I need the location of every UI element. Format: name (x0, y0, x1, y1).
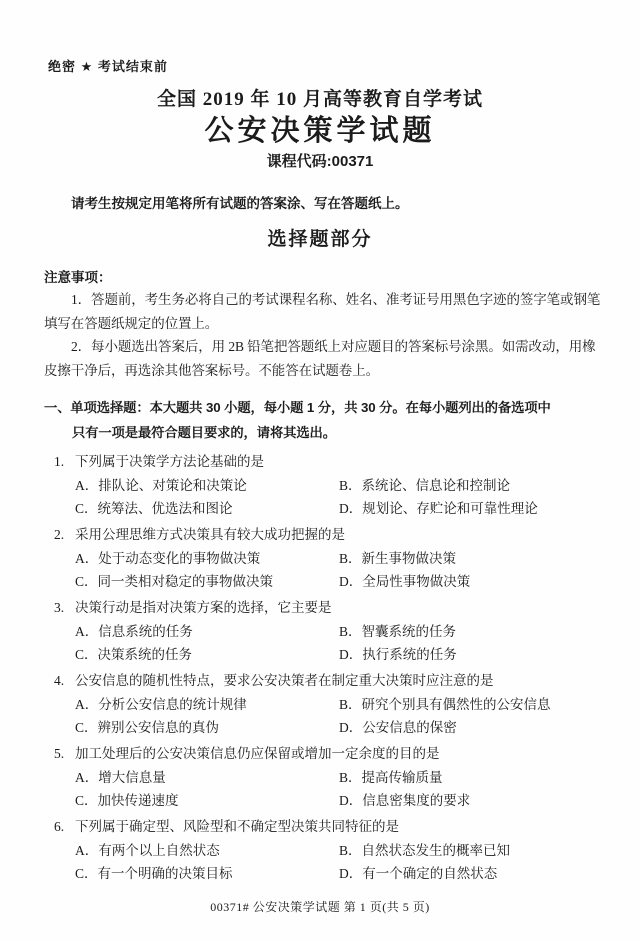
question-option: D．规划论、存贮论和可靠性理论 (339, 501, 538, 517)
question-text: 加工处理后的公安决策信息仍应保留或增加一定余度的目的是 (75, 746, 440, 761)
question-option: B．自然状态发生的概率已知 (339, 842, 511, 858)
question-options (44, 620, 640, 667)
question-option: D．全局性事物做决策 (339, 574, 471, 590)
section1-heading-line2: 只有一项是最符合题目要求的，请将其选出。 (72, 424, 336, 440)
question-text: 公安信息的随机性特点，要求公安决策者在制定重大决策时应注意的是 (75, 673, 494, 688)
question-option: B．提高传输质量 (339, 769, 443, 785)
question-item (44, 742, 640, 813)
question-text: 采用公理思维方式决策具有较大成功把握的是 (75, 527, 345, 542)
question-option: A．处于动态变化的事物做决策 (75, 550, 261, 566)
question-option: C．有一个明确的决策目标 (75, 866, 233, 882)
question-number: 6. (54, 819, 65, 834)
question-text: 下列属于决策学方法论基础的是 (75, 454, 264, 469)
answer-sheet-note: 请考生按规定用笔将所有试题的答案涂、写在答题纸上。 (71, 196, 409, 211)
page-footer: 00371# 公安决策学试题 第 1 页(共 5 页) (210, 900, 430, 914)
question-options (44, 766, 640, 813)
section1-heading-line1: 一、单项选择题：本大题共 30 小题，每小题 1 分，共 30 分。在每小题列出的备选项中 (44, 400, 551, 415)
question-option: C．同一类相对稳定的事物做决策 (75, 574, 274, 590)
question-option: D．执行系统的任务 (339, 647, 457, 663)
course-code: 课程代码:00371 (266, 153, 374, 170)
question-item (44, 596, 640, 667)
section1-heading (44, 396, 640, 445)
question-number: 4. (54, 673, 65, 688)
question-options (44, 693, 640, 740)
question-number: 2. (54, 527, 65, 542)
question-option: A．排队论、对策论和决策论 (75, 477, 247, 493)
classification-banner: 绝密 ★ 考试结束前 (48, 59, 168, 74)
question-option: D．有一个确定的自然状态 (339, 866, 498, 882)
question-option: B．研究个别具有偶然性的公安信息 (339, 696, 551, 712)
question-option: C．统筹法、优选法和图论 (75, 501, 233, 517)
question-option: A．分析公安信息的统计规律 (75, 696, 247, 712)
question-item (44, 669, 640, 740)
question-options (44, 547, 640, 594)
question-option: D．信息密集度的要求 (339, 793, 471, 809)
question-option: C．加快传递速度 (75, 793, 179, 809)
question-option: B．新生事物做决策 (339, 550, 457, 566)
part-title: 选择题部分 (267, 229, 373, 250)
notice-item-1-line-2: 填写在答题纸规定的位置上。 (44, 315, 219, 331)
notice-item-1-line-1: 1．答题前，考生务必将自己的考试课程名称、姓名、准考证号用黑色字迹的签字笔或钢笔 (71, 292, 601, 307)
question-number: 5. (54, 746, 65, 761)
exam-session-title: 全国 2019 年 10 月高等教育自学考试 (156, 89, 483, 110)
question-option: B．智囊系统的任务 (339, 623, 457, 639)
question-option: A．有两个以上自然状态 (75, 842, 220, 858)
questions-list (44, 450, 640, 886)
question-text: 决策行动是指对决策方案的选择，它主要是 (75, 600, 332, 615)
question-text: 下列属于确定型、风险型和不确定型决策共同特征的是 (75, 819, 399, 834)
question-number: 3. (54, 600, 65, 615)
question-option: A．增大信息量 (75, 769, 166, 785)
question-item (44, 450, 640, 521)
question-item (44, 523, 640, 594)
question-options (44, 839, 640, 886)
question-option: D．公安信息的保密 (339, 720, 457, 736)
notice-item-2-line-1: 2．每小题选出答案后，用 2B 铅笔把答题纸上对应题目的答案标号涂黑。如需改动，用橡 (71, 339, 596, 354)
question-option: C．辨别公安信息的真伪 (75, 720, 220, 736)
question-option: B．系统论、信息论和控制论 (339, 477, 511, 493)
question-option: A．信息系统的任务 (75, 623, 193, 639)
question-option: C．决策系统的任务 (75, 647, 193, 663)
question-number: 1. (54, 454, 65, 469)
notice-heading: 注意事项： (44, 270, 112, 285)
question-options (44, 474, 640, 521)
paper-title: 公安决策学试题 (204, 115, 436, 147)
question-item (44, 815, 640, 886)
notice-item-2-line-2: 皮擦干净后，再选涂其他答案标号。不能答在试题卷上。 (44, 362, 379, 378)
